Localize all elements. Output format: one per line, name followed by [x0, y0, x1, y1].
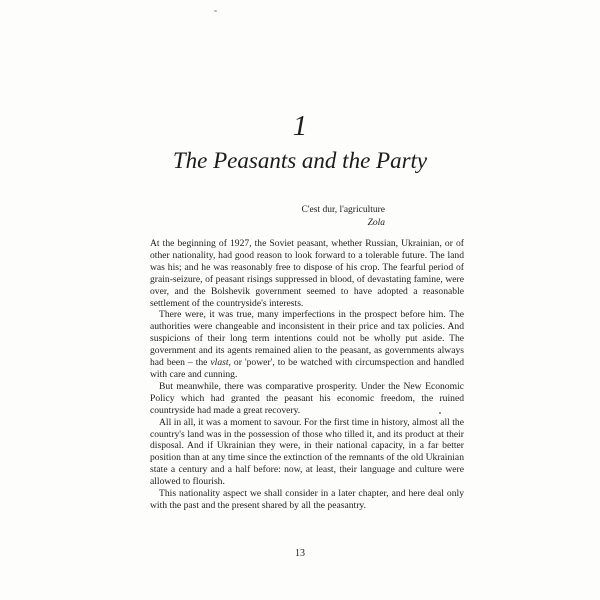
- paragraph: [150, 309, 464, 380]
- epigraph-quote: C'est dur, l'agriculture: [301, 205, 385, 215]
- epigraph: [240, 204, 385, 230]
- paragraph-text: There were, it was true, many imperfections in the prospect before him. The authorities were changeable and inconsistent in their price and tax policies. And suspicions of their long term intentions could not be wholly put aside. The government and its agents remained alien to the peasant, as governments always had been – the: [150, 309, 464, 369]
- body-text: [150, 238, 464, 512]
- scan-speck: [214, 10, 217, 12]
- paragraph: At the beginning of 1927, the Soviet peasant, whether Russian, Ukrainian, or of other nationality, had good reason to look forward to a tolerable future. The land was his; and he was reasonably free to dispose of his crop. The fearful period of grain-seizure, of peasant risings suppressed in blood, of devastating famine, were over, and the Bolshevik government seemed to have adopted a reasonable settlement of the countryside's interests.: [150, 238, 464, 309]
- italic-term: vlast: [210, 357, 229, 369]
- paragraph: This nationality aspect we shall consider in a later chapter, and here deal only with the past and the present shared by all the peasantry.: [150, 488, 464, 511]
- paragraph-text: , or 'power', to be watched with circumspection and handled with care and cunning.: [150, 357, 464, 380]
- paragraph: All in all, it was a moment to savour. For the first time in history, almost all the country's land was in the possession of those who tilled it, and its product at their disposal. And if Ukrainian they were, in their national capacity, in a far better position than at any time since the extinction of the remnants of the old Ukrainian state a century and a half before: now, at least, their language and culture were allowed to flourish.: [150, 416, 464, 488]
- page-number: 13: [295, 548, 305, 559]
- paragraph: But meanwhile, there was comparative prosperity. Under the New Economic Policy which had granted the peasant his economic freedom, the ruined countryside had made a great recovery.: [150, 380, 464, 416]
- chapter-number: 1: [292, 110, 308, 142]
- chapter-title: The Peasants and the Party: [172, 148, 428, 173]
- epigraph-author: Zola: [367, 217, 385, 228]
